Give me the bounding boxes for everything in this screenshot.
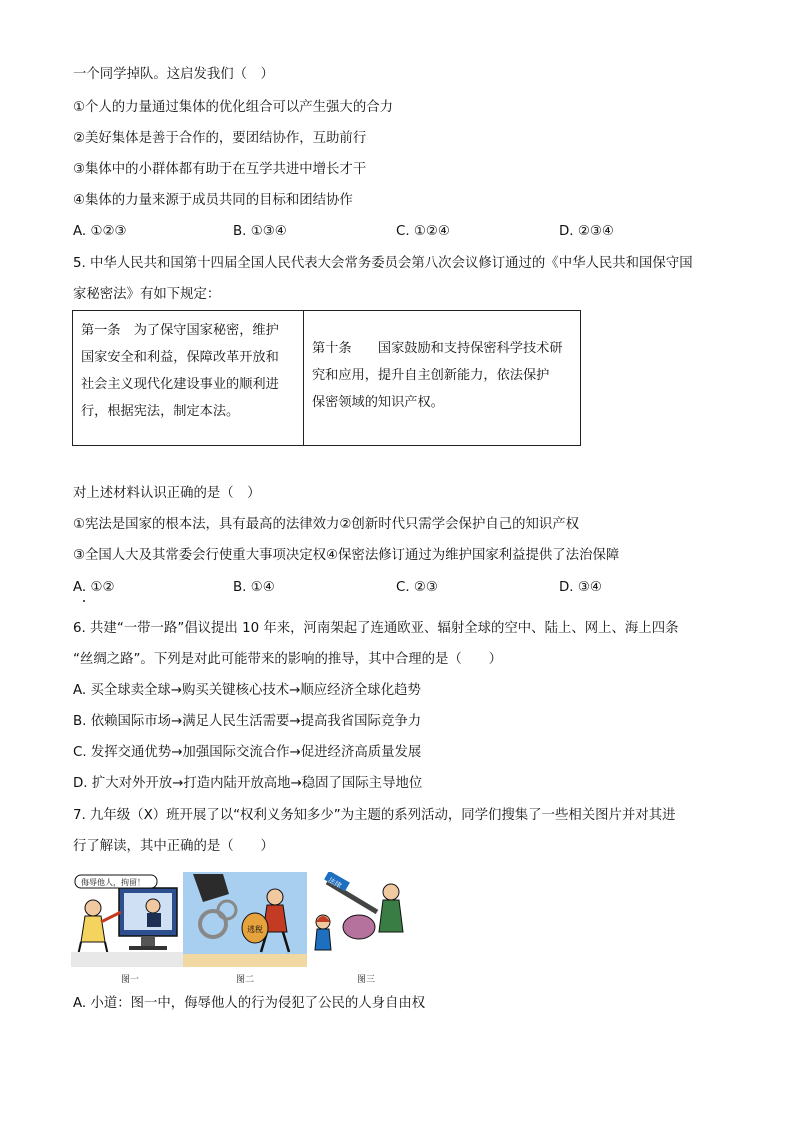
figure-3-caption: 图三 — [357, 975, 376, 985]
figure-1-illustration — [71, 872, 183, 967]
figure-2-caption: 图二 — [236, 975, 255, 985]
article-1-cell — [73, 311, 304, 445]
q4-statement-3: ③集体中的小群体都有助于在互学共进中增长才干 — [73, 162, 367, 177]
figure-1-caption: 图一 — [121, 975, 140, 985]
q6-option-c[interactable]: C. 发挥交通优势→加强国际交流合作→促进经济高质量发展 — [73, 745, 422, 760]
q7-option-a[interactable]: A. 小道：图一中，侮辱他人的行为侵犯了公民的人身自由权 — [73, 996, 426, 1011]
article-10-line: 保密领域的知识产权。 — [312, 395, 444, 410]
q5-option-b[interactable]: B. ①④ — [233, 580, 275, 595]
article-1-line: 国家安全和利益，保障改革开放和 — [81, 350, 279, 365]
q5-statements-line-2: ③全国人大及其常委会行使重大事项决定权④保密法修订通过为维护国家利益提供了法治保障 — [73, 548, 620, 563]
q4-option-a[interactable]: A. ①②③ — [73, 224, 127, 239]
q4-option-d[interactable]: D. ②③④ — [559, 224, 614, 239]
q5-statements-line-1: ①宪法是国家的根本法，具有最高的法律效力②创新时代只需学会保护自己的知识产权 — [73, 517, 580, 532]
q6-stem-line-2: “丝绸之路”。下列是对此可能带来的影响的推导，其中合理的是（ ） — [73, 652, 502, 667]
article-1-line: 社会主义现代化建设事业的顺利进 — [81, 377, 279, 392]
q6-stem-line-1: 6. 共建“一带一路”倡议提出 10 年来，河南架起了连通欧亚、辐射全球的空中、陆上、网上、海上四条 — [73, 621, 679, 636]
q5-stem-line-1: 5. 中华人民共和国第十四届全国人民代表大会常务委员会第八次会议修订通过的《中华人民共和国保守国 — [73, 256, 693, 271]
article-10-cell — [304, 311, 580, 445]
figure-2-bag-label: 逃税 — [247, 925, 263, 934]
q6-option-a[interactable]: A. 买全球卖全球→购买关键核心技术→顺应经济全球化趋势 — [73, 683, 421, 698]
article-10-line: 第十条 国家鼓励和支持保密科学技术研 — [312, 341, 563, 356]
q7-figures — [71, 872, 416, 985]
article-10-line: 究和应用，提升自主创新能力，依法保护 — [312, 368, 550, 383]
q4-option-b[interactable]: B. ①③④ — [233, 224, 287, 239]
q7-stem-line-2: 行了解读，其中正确的是（ ） — [73, 839, 274, 854]
article-1-line: 第一条 为了保守国家秘密，维护 — [81, 323, 279, 338]
q4-option-c[interactable]: C. ①②④ — [396, 224, 450, 239]
q4-statement-4: ④集体的力量来源于成员共同的目标和团结协作 — [73, 193, 353, 208]
q5-option-a[interactable]: A. ①② — [73, 580, 115, 595]
q6-option-b[interactable]: B. 依赖国际市场→满足人民生活需要→提高我省国际竞争力 — [73, 714, 422, 729]
q5-question: 对上述材料认识正确的是（ ） — [73, 486, 261, 501]
q5-stem-line-2: 家秘密法》有如下规定： — [73, 287, 221, 302]
figure-1-bubble-text: 侮辱他人，拘留！ — [81, 878, 145, 887]
q7-stem-line-1: 7. 九年级（X）班开展了以“权利义务知多少”为主题的系列活动，同学们搜集了一些相关图片并对其进 — [73, 808, 676, 823]
figure-3-illustration — [307, 872, 416, 967]
scan-speck — [83, 600, 85, 602]
figure-2-illustration — [183, 872, 307, 967]
q4-statement-1: ①个人的力量通过集体的优化组合可以产生强大的合力 — [73, 100, 393, 115]
q4-statement-2: ②美好集体是善于合作的，要团结协作，互助前行 — [73, 131, 367, 146]
q4-stem-tail: 一个同学掉队。这启发我们（ ） — [73, 67, 274, 82]
q5-option-c[interactable]: C. ②③ — [396, 580, 438, 595]
q6-option-d[interactable]: D. 扩大对外开放→打造内陆开放高地→稳固了国际主导地位 — [73, 776, 423, 791]
law-articles-table — [72, 310, 581, 446]
q5-option-d[interactable]: D. ③④ — [559, 580, 602, 595]
figure-3-sword-label: 法律 — [326, 876, 343, 891]
article-1-line: 行，根据宪法，制定本法。 — [81, 404, 240, 419]
